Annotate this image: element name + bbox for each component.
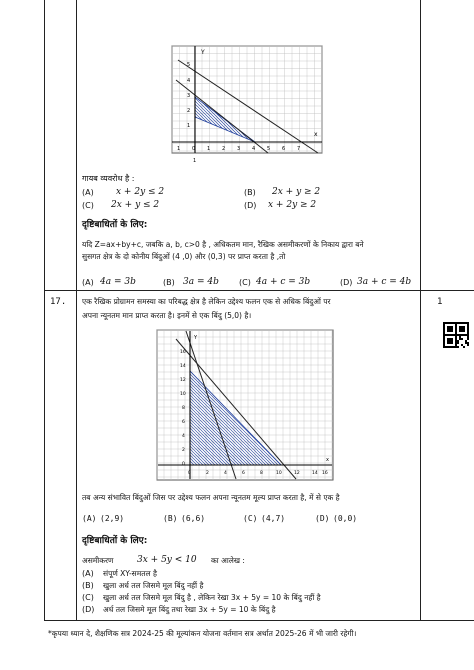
q17-option-d: (0,0) <box>333 514 358 523</box>
qr-module <box>467 338 469 340</box>
q17-vi-option-d-label: (D) <box>82 605 95 614</box>
q16-hatch-line <box>331 42 343 167</box>
q16-vi-option-b-label: (B) <box>163 278 175 287</box>
q16-option-c: 2x + y ≤ 2 <box>111 200 160 210</box>
qr-module <box>463 346 465 348</box>
q16-x-tick: 7 <box>297 146 301 152</box>
column-divider-marks <box>420 0 421 620</box>
q16-hatch-line <box>319 42 343 167</box>
q17-text-1: एक रैखिक प्रोग्रामन समस्या का परिबद्ध क्षेत्र है लेकिन उद्देश्य फलन एक से अधिक बिंदुओं पर <box>82 297 331 306</box>
qr-module <box>461 338 463 340</box>
q17-vi-intro-math: 3x + 5y < 10 <box>137 555 197 565</box>
qr-code <box>443 322 469 348</box>
q16-vi-option-d: 3a + c = 4b <box>357 277 412 287</box>
column-divider-number <box>76 0 77 620</box>
q16-x-tick: 6 <box>282 146 286 152</box>
q16-x-tick: 3 <box>237 146 241 152</box>
qr-module <box>459 338 461 340</box>
footer-note: *कृपया ध्यान दे, शैक्षणिक सत्र 2024-25 की मूल्यांकन योजना वर्तमान सत्र अर्थात 2025-26 में भी जारी रहेगी। <box>48 629 357 638</box>
qr-modules <box>443 322 469 348</box>
q16-constraints-label: गायब व्यवरोध है : <box>82 174 135 183</box>
qr-module <box>465 340 467 342</box>
q16-vi-option-c-label: (C) <box>239 278 251 287</box>
q17-x-tick: 10 <box>276 471 282 476</box>
q17-option-b-label: (B) <box>163 514 178 523</box>
q16-vi-option-a-label: (A) <box>82 278 94 287</box>
q17-x-tick: 12 <box>294 471 300 476</box>
q17-option-a: (2,9) <box>100 514 125 523</box>
q16-hatch-line <box>328 42 343 167</box>
q17-option-b: (6,6) <box>181 514 206 523</box>
q17-x-tick: 2 <box>206 471 209 476</box>
q17-y-tick: 0 <box>182 462 185 467</box>
q16-hatch-line <box>168 42 170 167</box>
q17-x-tick: 14 <box>312 471 318 476</box>
q17-option-c: (4,7) <box>261 514 286 523</box>
q17-marks: 1 <box>437 297 443 307</box>
q17-vi-option-a: संपूर्ण XY-समतल है <box>103 569 157 578</box>
q16-axis-y-label: Y <box>201 49 205 56</box>
qr-module <box>461 344 463 346</box>
q16-x-tick: 2 <box>222 146 226 152</box>
q17-option-c-label: (C) <box>243 514 258 523</box>
q17-graph <box>156 329 334 481</box>
q16-y-tick: 3 <box>187 93 191 99</box>
q17-x-tick: 6 <box>242 471 245 476</box>
q17-x-tick: 16 <box>322 471 328 476</box>
q17-option-a-label: (A) <box>82 514 97 523</box>
q17-y-tick: 14 <box>180 364 186 369</box>
qr-finder <box>447 326 453 332</box>
q16-y-tick: 5 <box>187 62 191 68</box>
q17-vi-intro-a: असमीकरण <box>82 556 114 565</box>
q16-option-d-label: (D) <box>244 201 257 210</box>
q17-y-tick: 6 <box>182 420 185 425</box>
q17-y-tick: 10 <box>180 392 186 397</box>
q16-vi-option-d-label: (D) <box>340 278 353 287</box>
row-divider <box>44 290 474 291</box>
q16-vi-option-a: 4a = 3b <box>100 277 136 287</box>
q17-y-tick: 16 <box>180 350 186 355</box>
q16-y-tick: 4 <box>187 78 191 84</box>
q17-vi-heading: दृष्टिबाधितों के लिए: <box>82 536 148 546</box>
q17-text-2: अपना न्यूनतम मान प्राप्त करता है। इनमें से एक बिंदु (5,0) है। <box>82 311 252 320</box>
q16-option-c-label: (C) <box>82 201 94 210</box>
qr-module <box>457 340 459 342</box>
q17-x-tick: 4 <box>224 471 227 476</box>
q17-option-d-label: (D) <box>315 514 330 523</box>
q16-option-d: x + 2y ≥ 2 <box>268 200 317 210</box>
q17-y-tick: 12 <box>180 378 186 383</box>
q17-question: तब अन्य संभावित बिंदुओं जिस पर उद्देश्य फलन अपना न्यूनतम मूल्य प्राप्त करता है, में से एक है <box>82 493 340 502</box>
q16-option-a-label: (A) <box>82 188 94 197</box>
q17-vi-intro-b: का आलेख : <box>211 556 245 565</box>
q16-vi-text-1: यदि Z=ax+by+c, जबकि a, b, c>0 है , अधिकतम मान, रैखिक असमीकरणों के निकाय द्वारा बने <box>82 240 364 249</box>
q16-y-tick: 1 <box>187 123 191 129</box>
qr-module <box>467 342 469 344</box>
q17-vi-option-a-label: (A) <box>82 569 94 578</box>
q16-vi-heading: दृष्टिबाधितों के लिए: <box>82 220 148 230</box>
qr-module <box>465 342 467 344</box>
qr-module <box>457 342 459 344</box>
q17-x-tick: 0 <box>188 471 191 476</box>
q16-x-tick: 4 <box>252 146 256 152</box>
qr-module <box>467 344 469 346</box>
q17-vi-option-b: खुला अर्ध तल जिसमे मूल बिंदु नहीं है <box>103 581 204 590</box>
qr-finder <box>447 338 453 344</box>
q16-vi-option-b: 3a = 4b <box>183 277 219 287</box>
q16-hatch-line <box>322 42 343 167</box>
q17-vi-option-d: अर्ध तल जिसमे मूल बिंदु तथा रेखा 3x + 5y = 10 के बिंदु है <box>103 605 276 614</box>
q17-axis-x-label: x <box>326 457 329 463</box>
q16-below-label: 1 <box>193 158 197 164</box>
q16-hatch-line <box>340 42 343 167</box>
q17-vi-option-b-label: (B) <box>82 581 94 590</box>
q16-hatch-line <box>325 42 343 167</box>
q16-vi-option-c: 4a + c = 3b <box>256 277 311 287</box>
q17-axis-y-label: Y <box>194 335 198 341</box>
qr-finder <box>459 326 465 332</box>
q17-x-tick: 8 <box>260 471 263 476</box>
q16-x-tick: 5 <box>267 146 271 152</box>
qr-module <box>457 346 459 348</box>
q16-y-tick: 2 <box>187 108 191 114</box>
q16-x-tick: 1 <box>207 146 211 152</box>
q16-x-tick: 1 <box>177 146 181 152</box>
q17-vi-option-c: खुला अर्ध तल जिसमे मूल बिंदु है , लेकिन रेखा 3x + 5y = 10 के बिंदु नहीं है <box>103 593 321 602</box>
q17-y-tick: 8 <box>182 406 185 411</box>
q16-axis-x-label: x <box>314 131 318 138</box>
q16-option-a: x + 2y ≤ 2 <box>116 187 165 197</box>
q17-y-tick: 2 <box>182 448 185 453</box>
qr-module <box>459 336 461 338</box>
q16-graph <box>168 42 343 167</box>
q16-hatch-line <box>334 42 343 167</box>
q17-y-tick: 4 <box>182 434 185 439</box>
q16-option-b: 2x + y ≥ 2 <box>272 187 321 197</box>
q17-number: 17. <box>50 297 67 307</box>
q16-x-tick: 0 <box>192 146 196 152</box>
q16-option-b-label: (B) <box>244 188 256 197</box>
q16-vi-text-2: सुसगत क्षेत्र के दो कोनीय बिंदुओं (4 ,0) और (0,3) पर प्राप्त करता है ,तो <box>82 252 286 261</box>
q17-vi-option-c-label: (C) <box>82 593 94 602</box>
q16-hatch-line <box>337 42 343 167</box>
qr-module <box>467 336 469 338</box>
